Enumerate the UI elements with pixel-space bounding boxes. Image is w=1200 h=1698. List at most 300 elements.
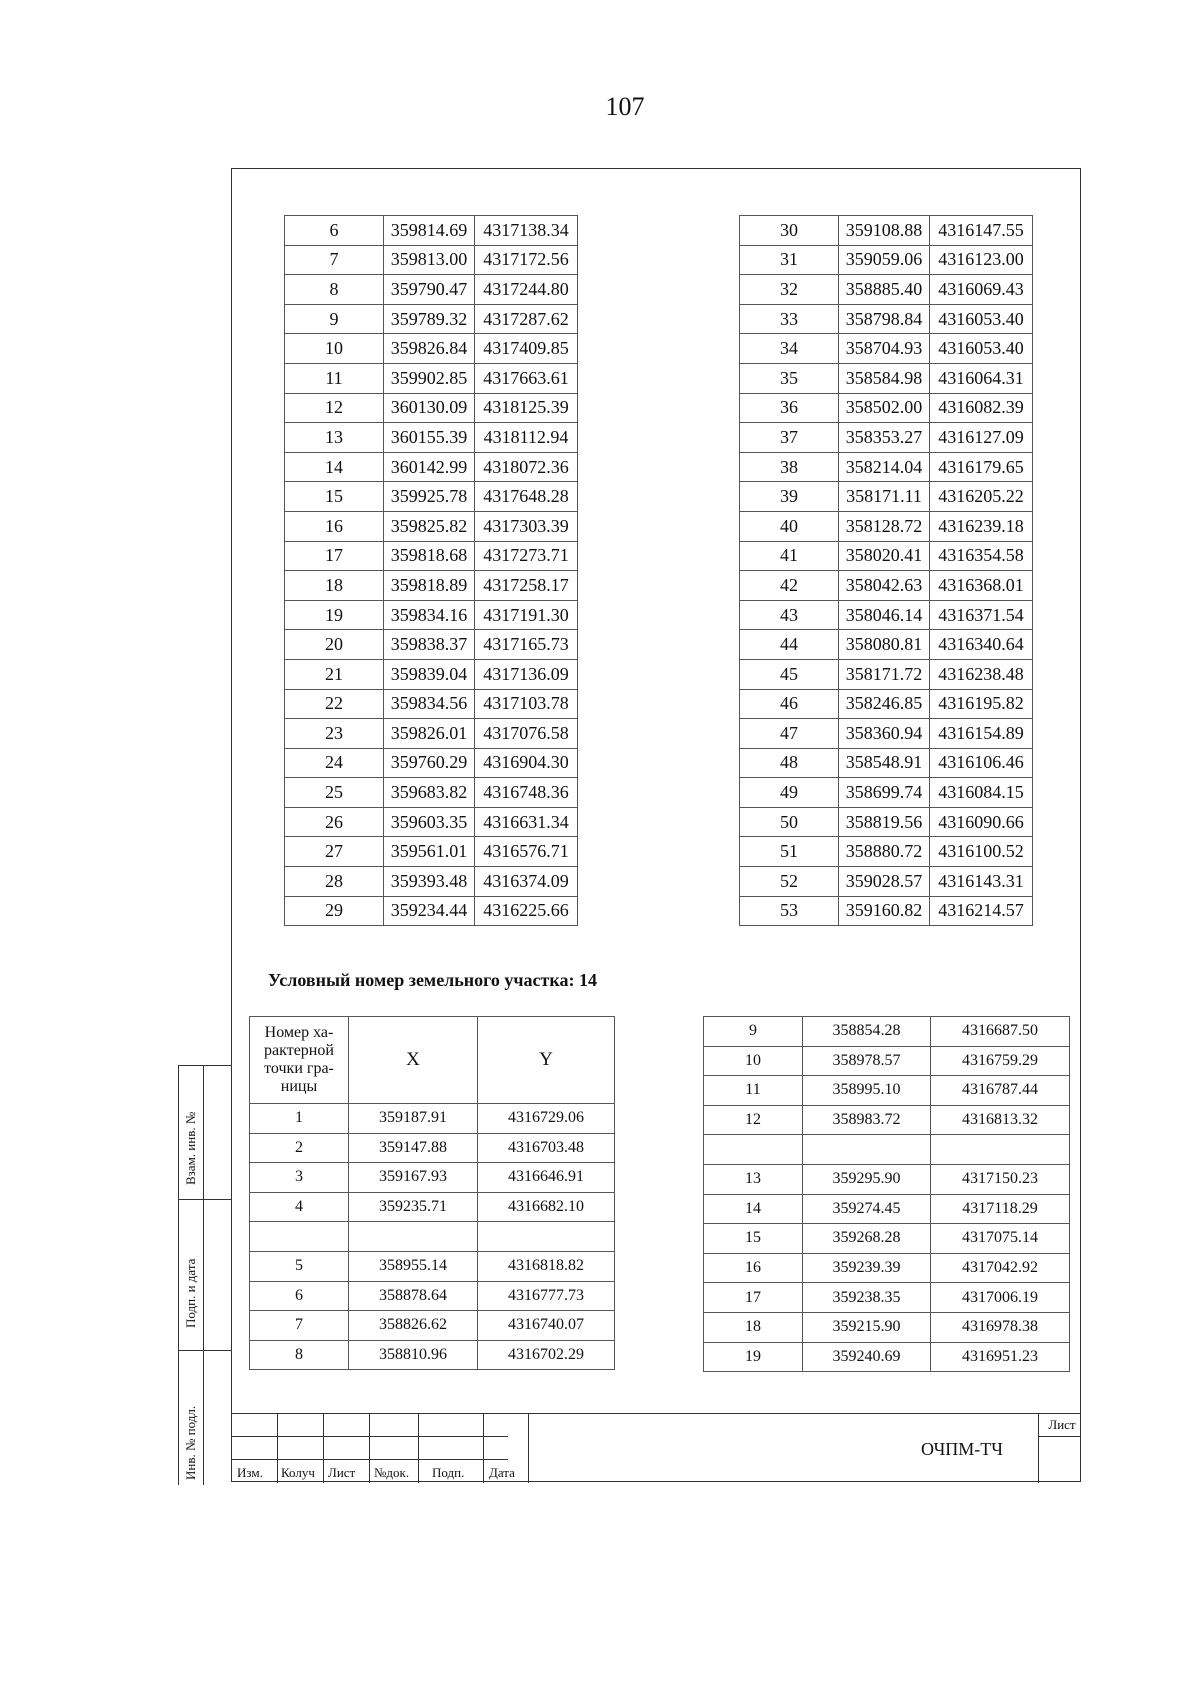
header-x: X bbox=[349, 1017, 478, 1104]
title-block-line bbox=[418, 1413, 419, 1483]
point-number-cell: 38 bbox=[740, 452, 839, 482]
y-cell: 4317172.56 bbox=[475, 245, 578, 275]
point-number-cell: 39 bbox=[740, 482, 839, 512]
x-cell: 359790.47 bbox=[384, 275, 475, 305]
point-number-cell: 18 bbox=[704, 1312, 803, 1342]
point-number-cell: 19 bbox=[704, 1342, 803, 1372]
y-cell: 4316064.31 bbox=[930, 363, 1033, 393]
x-cell: 358502.00 bbox=[839, 393, 930, 423]
y-cell: 4316090.66 bbox=[930, 807, 1033, 837]
y-cell: 4316238.48 bbox=[930, 659, 1033, 689]
y-cell: 4316127.09 bbox=[930, 423, 1033, 453]
x-cell: 359834.56 bbox=[384, 689, 475, 719]
x-cell: 359238.35 bbox=[803, 1283, 931, 1313]
y-cell: 4318112.94 bbox=[475, 423, 578, 453]
header-point-number: Номер ха- рактерной точки гра- ницы bbox=[250, 1017, 349, 1104]
table-row bbox=[740, 452, 1033, 482]
table-row bbox=[285, 807, 578, 837]
x-cell: 359818.68 bbox=[384, 541, 475, 571]
y-cell: 4316729.06 bbox=[478, 1104, 615, 1134]
x-cell: 358171.72 bbox=[839, 659, 930, 689]
y-cell: 4316682.10 bbox=[478, 1192, 615, 1222]
table-row bbox=[285, 541, 578, 571]
point-number-cell: 35 bbox=[740, 363, 839, 393]
x-cell: 358128.72 bbox=[839, 511, 930, 541]
x-cell: 359215.90 bbox=[803, 1312, 931, 1342]
stamp-line bbox=[178, 1350, 231, 1351]
table-row bbox=[740, 719, 1033, 749]
y-cell: 4317138.34 bbox=[475, 216, 578, 246]
point-number-cell: 32 bbox=[740, 275, 839, 305]
y-cell: 4316759.29 bbox=[931, 1046, 1070, 1076]
x-cell: 358171.11 bbox=[839, 482, 930, 512]
table-row bbox=[704, 1076, 1070, 1106]
x-cell bbox=[349, 1222, 478, 1252]
point-number-cell: 11 bbox=[704, 1076, 803, 1106]
point-number-cell: 11 bbox=[285, 363, 384, 393]
x-cell bbox=[803, 1135, 931, 1165]
y-cell: 4316371.54 bbox=[930, 600, 1033, 630]
label-koluch: Колуч bbox=[281, 1465, 315, 1480]
point-number-cell: 7 bbox=[250, 1311, 349, 1341]
table-row bbox=[285, 511, 578, 541]
y-cell: 4317409.85 bbox=[475, 334, 578, 364]
point-number-cell: 53 bbox=[740, 896, 839, 926]
table-row bbox=[740, 778, 1033, 808]
y-cell: 4316147.55 bbox=[930, 216, 1033, 246]
table-row bbox=[740, 807, 1033, 837]
title-block bbox=[231, 1413, 1081, 1483]
title-block-line bbox=[369, 1413, 370, 1483]
y-cell: 4317118.29 bbox=[931, 1194, 1070, 1224]
stamp-label-podp: Подп. и дата bbox=[183, 1258, 198, 1328]
x-cell: 359268.28 bbox=[803, 1224, 931, 1254]
x-cell: 358885.40 bbox=[839, 275, 930, 305]
point-number-cell: 49 bbox=[740, 778, 839, 808]
point-number-cell: 23 bbox=[285, 719, 384, 749]
x-cell: 360130.09 bbox=[384, 393, 475, 423]
x-cell: 358826.62 bbox=[349, 1311, 478, 1341]
label-ndok: №док. bbox=[374, 1465, 410, 1480]
stamp-line bbox=[203, 1065, 204, 1485]
point-number-cell: 16 bbox=[285, 511, 384, 541]
x-cell: 358353.27 bbox=[839, 423, 930, 453]
point-number-cell: 25 bbox=[285, 778, 384, 808]
y-cell: 4317150.23 bbox=[931, 1164, 1070, 1194]
point-number-cell bbox=[250, 1222, 349, 1252]
y-cell: 4316195.82 bbox=[930, 689, 1033, 719]
table-row bbox=[740, 482, 1033, 512]
plot14-table-right bbox=[703, 1016, 1070, 1372]
table-row bbox=[740, 571, 1033, 601]
table-row bbox=[250, 1163, 615, 1193]
point-number-cell: 27 bbox=[285, 837, 384, 867]
table-row bbox=[250, 1222, 615, 1252]
point-number-cell: 50 bbox=[740, 807, 839, 837]
point-number-cell: 3 bbox=[250, 1163, 349, 1193]
point-number-cell: 28 bbox=[285, 867, 384, 897]
table-row bbox=[285, 393, 578, 423]
y-cell: 4316082.39 bbox=[930, 393, 1033, 423]
x-cell: 358046.14 bbox=[839, 600, 930, 630]
table-row bbox=[285, 216, 578, 246]
table-row bbox=[285, 275, 578, 305]
table-row bbox=[285, 363, 578, 393]
x-cell: 359274.45 bbox=[803, 1194, 931, 1224]
coordinates-table-left bbox=[284, 215, 578, 926]
point-number-cell: 31 bbox=[740, 245, 839, 275]
y-cell: 4317244.80 bbox=[475, 275, 578, 305]
point-number-cell: 52 bbox=[740, 867, 839, 897]
x-cell: 359160.82 bbox=[839, 896, 930, 926]
table-row bbox=[250, 1281, 615, 1311]
point-number-cell: 5 bbox=[250, 1251, 349, 1281]
x-cell: 358360.94 bbox=[839, 719, 930, 749]
x-cell: 358983.72 bbox=[803, 1105, 931, 1135]
table-header-row bbox=[250, 1017, 615, 1104]
point-number-cell: 7 bbox=[285, 245, 384, 275]
y-cell: 4316631.34 bbox=[475, 807, 578, 837]
x-cell: 360142.99 bbox=[384, 452, 475, 482]
margin-stamp bbox=[178, 1065, 231, 1485]
table-row bbox=[285, 689, 578, 719]
table-row bbox=[250, 1104, 615, 1134]
x-cell: 359760.29 bbox=[384, 748, 475, 778]
table-row bbox=[740, 837, 1033, 867]
point-number-cell: 14 bbox=[704, 1194, 803, 1224]
x-cell: 359561.01 bbox=[384, 837, 475, 867]
sheet-label: Лист bbox=[1048, 1417, 1076, 1432]
x-cell: 359187.91 bbox=[349, 1104, 478, 1134]
x-cell: 358214.04 bbox=[839, 452, 930, 482]
table-row bbox=[285, 334, 578, 364]
y-cell: 4316818.82 bbox=[478, 1251, 615, 1281]
point-number-cell: 8 bbox=[285, 275, 384, 305]
x-cell: 359239.39 bbox=[803, 1253, 931, 1283]
point-number-cell: 4 bbox=[250, 1192, 349, 1222]
table-row bbox=[285, 778, 578, 808]
table-row bbox=[704, 1164, 1070, 1194]
header-y: Y bbox=[478, 1017, 615, 1104]
table-row bbox=[740, 393, 1033, 423]
y-cell: 4316374.09 bbox=[475, 867, 578, 897]
section-title: Условный номер земельного участка: 14 bbox=[268, 970, 597, 990]
point-number-cell: 1 bbox=[250, 1104, 349, 1134]
y-cell: 4317076.58 bbox=[475, 719, 578, 749]
table-row bbox=[740, 689, 1033, 719]
x-cell: 359925.78 bbox=[384, 482, 475, 512]
label-data: Дата bbox=[489, 1465, 515, 1480]
table-row bbox=[704, 1105, 1070, 1135]
y-cell bbox=[931, 1135, 1070, 1165]
point-number-cell: 2 bbox=[250, 1133, 349, 1163]
x-cell: 359838.37 bbox=[384, 630, 475, 660]
y-cell: 4316106.46 bbox=[930, 748, 1033, 778]
label-izm: Изм. bbox=[237, 1465, 263, 1480]
point-number-cell: 10 bbox=[285, 334, 384, 364]
point-number-cell: 48 bbox=[740, 748, 839, 778]
y-cell: 4316777.73 bbox=[478, 1281, 615, 1311]
point-number-cell: 44 bbox=[740, 630, 839, 660]
x-cell: 359814.69 bbox=[384, 216, 475, 246]
x-cell: 359813.00 bbox=[384, 245, 475, 275]
label-list: Лист bbox=[328, 1465, 356, 1480]
plot14-table-left bbox=[249, 1016, 615, 1370]
y-cell: 4317042.92 bbox=[931, 1253, 1070, 1283]
point-number-cell: 47 bbox=[740, 719, 839, 749]
table-row bbox=[740, 423, 1033, 453]
label-podp: Подп. bbox=[432, 1465, 465, 1480]
x-cell: 359902.85 bbox=[384, 363, 475, 393]
table-row bbox=[285, 304, 578, 334]
table-row bbox=[250, 1311, 615, 1341]
y-cell: 4316053.40 bbox=[930, 334, 1033, 364]
y-cell bbox=[478, 1222, 615, 1252]
x-cell: 358854.28 bbox=[803, 1017, 931, 1047]
y-cell: 4316069.43 bbox=[930, 275, 1033, 305]
x-cell: 359683.82 bbox=[384, 778, 475, 808]
point-number-cell: 43 bbox=[740, 600, 839, 630]
table-row bbox=[740, 245, 1033, 275]
point-number-cell: 34 bbox=[740, 334, 839, 364]
x-cell: 359059.06 bbox=[839, 245, 930, 275]
title-block-line bbox=[1038, 1436, 1081, 1437]
y-cell: 4316904.30 bbox=[475, 748, 578, 778]
y-cell: 4317191.30 bbox=[475, 600, 578, 630]
x-cell: 359603.35 bbox=[384, 807, 475, 837]
title-block-line bbox=[528, 1413, 529, 1483]
table-row bbox=[740, 867, 1033, 897]
y-cell: 4316214.57 bbox=[930, 896, 1033, 926]
y-cell: 4316053.40 bbox=[930, 304, 1033, 334]
x-cell: 358584.98 bbox=[839, 363, 930, 393]
y-cell: 4316084.15 bbox=[930, 778, 1033, 808]
y-cell: 4316951.23 bbox=[931, 1342, 1070, 1372]
table-row bbox=[285, 423, 578, 453]
y-cell: 4316179.65 bbox=[930, 452, 1033, 482]
point-number-cell: 13 bbox=[704, 1164, 803, 1194]
point-number-cell: 9 bbox=[285, 304, 384, 334]
stamp-line bbox=[178, 1199, 231, 1200]
x-cell: 359826.84 bbox=[384, 334, 475, 364]
x-cell: 359834.16 bbox=[384, 600, 475, 630]
table-row bbox=[285, 452, 578, 482]
x-cell: 359839.04 bbox=[384, 659, 475, 689]
y-cell: 4317663.61 bbox=[475, 363, 578, 393]
y-cell: 4316740.07 bbox=[478, 1311, 615, 1341]
coordinates-table-right bbox=[739, 215, 1033, 926]
point-number-cell: 17 bbox=[704, 1283, 803, 1313]
point-number-cell bbox=[704, 1135, 803, 1165]
y-cell: 4316154.89 bbox=[930, 719, 1033, 749]
table-row bbox=[704, 1224, 1070, 1254]
point-number-cell: 10 bbox=[704, 1046, 803, 1076]
x-cell: 358020.41 bbox=[839, 541, 930, 571]
x-cell: 358548.91 bbox=[839, 748, 930, 778]
y-cell: 4316354.58 bbox=[930, 541, 1033, 571]
table-row bbox=[704, 1253, 1070, 1283]
point-number-cell: 9 bbox=[704, 1017, 803, 1047]
table-row bbox=[285, 896, 578, 926]
point-number-cell: 6 bbox=[285, 216, 384, 246]
point-number-cell: 22 bbox=[285, 689, 384, 719]
y-cell: 4317273.71 bbox=[475, 541, 578, 571]
y-cell: 4316100.52 bbox=[930, 837, 1033, 867]
point-number-cell: 15 bbox=[285, 482, 384, 512]
y-cell: 4318125.39 bbox=[475, 393, 578, 423]
x-cell: 358246.85 bbox=[839, 689, 930, 719]
title-block-line bbox=[483, 1413, 484, 1483]
table-row bbox=[285, 482, 578, 512]
table-row bbox=[740, 334, 1033, 364]
table-row bbox=[740, 541, 1033, 571]
table-row bbox=[704, 1312, 1070, 1342]
point-number-cell: 29 bbox=[285, 896, 384, 926]
point-number-cell: 24 bbox=[285, 748, 384, 778]
point-number-cell: 8 bbox=[250, 1340, 349, 1370]
stamp-label-inv: Инв. № подл. bbox=[183, 1405, 198, 1480]
y-cell: 4317136.09 bbox=[475, 659, 578, 689]
x-cell: 358978.57 bbox=[803, 1046, 931, 1076]
table-row bbox=[250, 1251, 615, 1281]
table-row bbox=[740, 363, 1033, 393]
y-cell: 4317075.14 bbox=[931, 1224, 1070, 1254]
y-cell: 4316703.48 bbox=[478, 1133, 615, 1163]
document-code: ОЧПМ-ТЧ bbox=[921, 1439, 1003, 1459]
stamp-line bbox=[178, 1065, 231, 1066]
x-cell: 359235.71 bbox=[349, 1192, 478, 1222]
point-number-cell: 46 bbox=[740, 689, 839, 719]
point-number-cell: 41 bbox=[740, 541, 839, 571]
point-number-cell: 45 bbox=[740, 659, 839, 689]
point-number-cell: 16 bbox=[704, 1253, 803, 1283]
x-cell: 359825.82 bbox=[384, 511, 475, 541]
table-row bbox=[740, 275, 1033, 305]
x-cell: 360155.39 bbox=[384, 423, 475, 453]
y-cell: 4318072.36 bbox=[475, 452, 578, 482]
title-block-line bbox=[231, 1413, 1081, 1414]
point-number-cell: 37 bbox=[740, 423, 839, 453]
y-cell: 4316748.36 bbox=[475, 778, 578, 808]
point-number-cell: 15 bbox=[704, 1224, 803, 1254]
point-number-cell: 12 bbox=[704, 1105, 803, 1135]
stamp-label-vzam: Взам. инв. № bbox=[183, 1111, 198, 1185]
y-cell: 4316123.00 bbox=[930, 245, 1033, 275]
table-row bbox=[704, 1017, 1070, 1047]
table-row bbox=[740, 216, 1033, 246]
point-number-cell: 26 bbox=[285, 807, 384, 837]
table-row bbox=[740, 304, 1033, 334]
point-number-cell: 51 bbox=[740, 837, 839, 867]
table-row bbox=[285, 600, 578, 630]
x-cell: 359147.88 bbox=[349, 1133, 478, 1163]
table-row bbox=[250, 1133, 615, 1163]
table-row bbox=[285, 659, 578, 689]
y-cell: 4316239.18 bbox=[930, 511, 1033, 541]
point-number-cell: 33 bbox=[740, 304, 839, 334]
x-cell: 359028.57 bbox=[839, 867, 930, 897]
table-row bbox=[285, 630, 578, 660]
page-number: 107 bbox=[605, 92, 645, 121]
y-cell: 4316978.38 bbox=[931, 1312, 1070, 1342]
title-block-line bbox=[323, 1413, 324, 1483]
y-cell: 4317287.62 bbox=[475, 304, 578, 334]
y-cell: 4316576.71 bbox=[475, 837, 578, 867]
x-cell: 358080.81 bbox=[839, 630, 930, 660]
point-number-cell: 36 bbox=[740, 393, 839, 423]
y-cell: 4316368.01 bbox=[930, 571, 1033, 601]
y-cell: 4316340.64 bbox=[930, 630, 1033, 660]
table-row bbox=[285, 867, 578, 897]
y-cell: 4316687.50 bbox=[931, 1017, 1070, 1047]
stamp-line bbox=[178, 1065, 179, 1485]
table-row bbox=[250, 1340, 615, 1370]
title-block-line bbox=[277, 1413, 278, 1483]
table-row bbox=[285, 748, 578, 778]
point-number-cell: 18 bbox=[285, 571, 384, 601]
x-cell: 359818.89 bbox=[384, 571, 475, 601]
y-cell: 4316702.29 bbox=[478, 1340, 615, 1370]
y-cell: 4316143.31 bbox=[930, 867, 1033, 897]
y-cell: 4316787.44 bbox=[931, 1076, 1070, 1106]
point-number-cell: 14 bbox=[285, 452, 384, 482]
y-cell: 4317165.73 bbox=[475, 630, 578, 660]
point-number-cell: 42 bbox=[740, 571, 839, 601]
table-row bbox=[740, 630, 1033, 660]
x-cell: 358878.64 bbox=[349, 1281, 478, 1311]
y-cell: 4316225.66 bbox=[475, 896, 578, 926]
table-row bbox=[740, 511, 1033, 541]
y-cell: 4317303.39 bbox=[475, 511, 578, 541]
x-cell: 359240.69 bbox=[803, 1342, 931, 1372]
x-cell: 358042.63 bbox=[839, 571, 930, 601]
x-cell: 359108.88 bbox=[839, 216, 930, 246]
y-cell: 4316646.91 bbox=[478, 1163, 615, 1193]
x-cell: 358704.93 bbox=[839, 334, 930, 364]
y-cell: 4317103.78 bbox=[475, 689, 578, 719]
point-number-cell: 17 bbox=[285, 541, 384, 571]
point-number-cell: 13 bbox=[285, 423, 384, 453]
x-cell: 358810.96 bbox=[349, 1340, 478, 1370]
table-row bbox=[740, 896, 1033, 926]
point-number-cell: 40 bbox=[740, 511, 839, 541]
x-cell: 359789.32 bbox=[384, 304, 475, 334]
table-row bbox=[704, 1135, 1070, 1165]
x-cell: 358955.14 bbox=[349, 1251, 478, 1281]
table-row bbox=[285, 719, 578, 749]
y-cell: 4316813.32 bbox=[931, 1105, 1070, 1135]
table-row bbox=[285, 837, 578, 867]
point-number-cell: 19 bbox=[285, 600, 384, 630]
point-number-cell: 12 bbox=[285, 393, 384, 423]
y-cell: 4317648.28 bbox=[475, 482, 578, 512]
point-number-cell: 6 bbox=[250, 1281, 349, 1311]
x-cell: 358699.74 bbox=[839, 778, 930, 808]
table-row bbox=[740, 748, 1033, 778]
table-row bbox=[740, 600, 1033, 630]
table-row bbox=[285, 245, 578, 275]
table-row bbox=[250, 1192, 615, 1222]
table-row bbox=[704, 1046, 1070, 1076]
x-cell: 359826.01 bbox=[384, 719, 475, 749]
x-cell: 358798.84 bbox=[839, 304, 930, 334]
x-cell: 358880.72 bbox=[839, 837, 930, 867]
y-cell: 4316205.22 bbox=[930, 482, 1033, 512]
point-number-cell: 20 bbox=[285, 630, 384, 660]
x-cell: 359167.93 bbox=[349, 1163, 478, 1193]
x-cell: 359295.90 bbox=[803, 1164, 931, 1194]
y-cell: 4317006.19 bbox=[931, 1283, 1070, 1313]
